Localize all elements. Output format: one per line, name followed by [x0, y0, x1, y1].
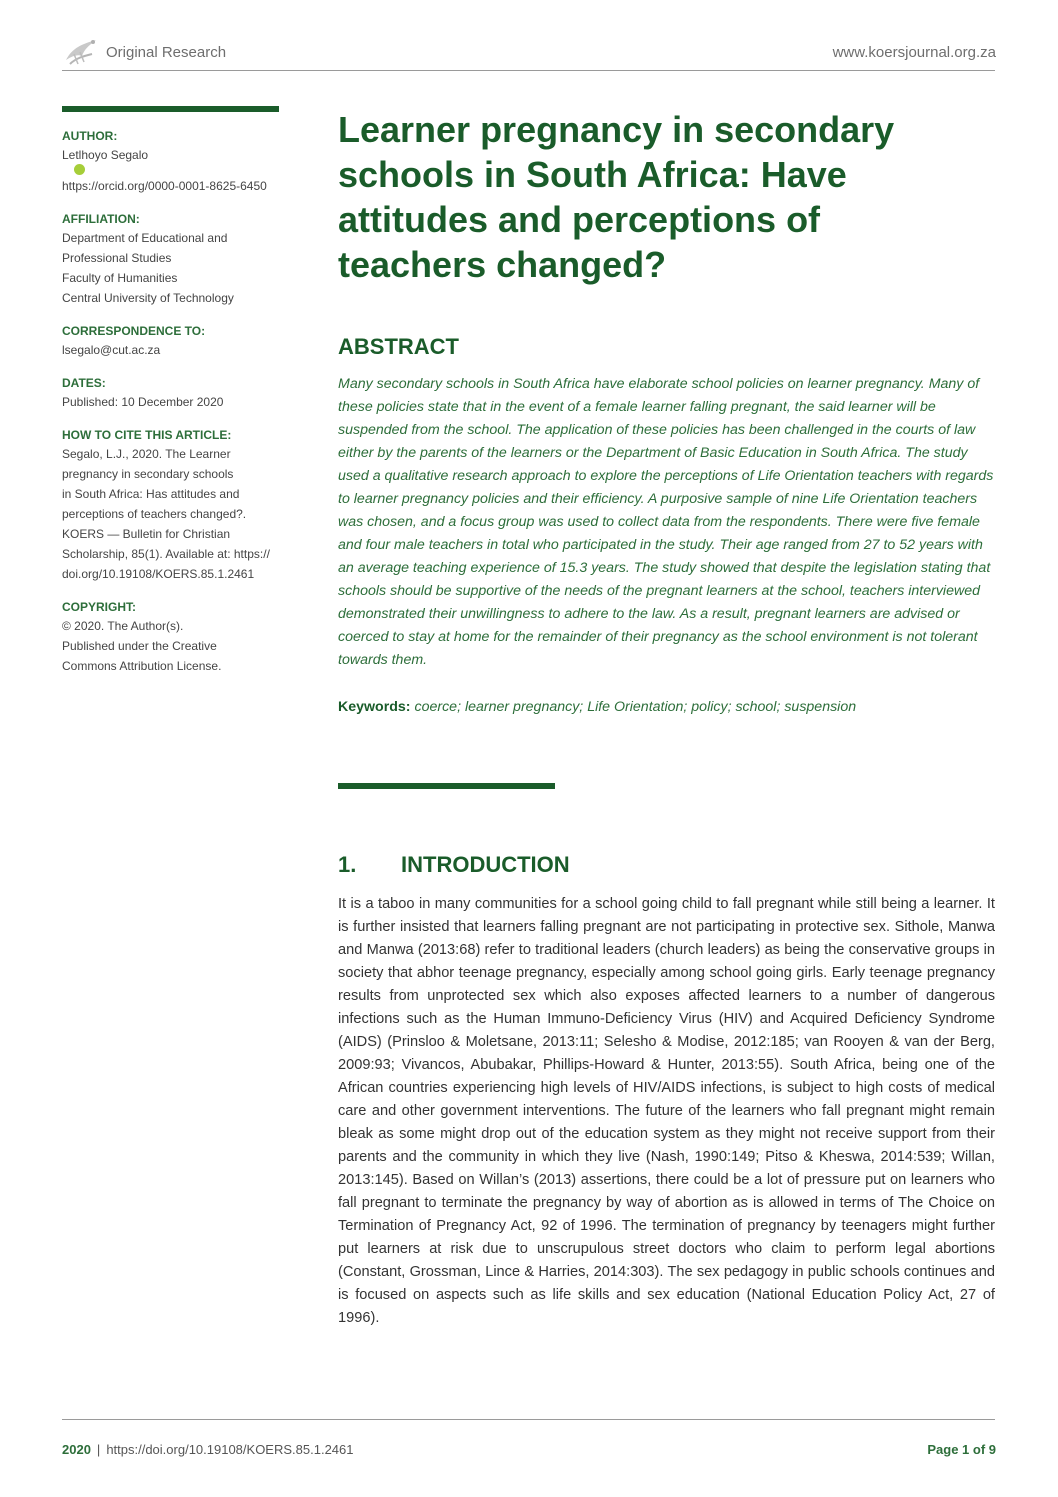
footer-doi-link[interactable]: https://doi.org/10.19108/KOERS.85.1.2461: [106, 1442, 354, 1457]
cite-line: Segalo, L.J., 2020. The Learner: [62, 447, 231, 461]
copyright-line: Commons Attribution License.: [62, 659, 222, 673]
cite-doi-link[interactable]: doi.org/10.19108/KOERS.85.1.2461: [62, 567, 255, 581]
article-title: Learner pregnancy in secondary schools in South Africa: Have attitudes and perceptions of teachers changed?: [338, 109, 895, 285]
affiliation-block: [62, 228, 284, 308]
introduction-text: It is a taboo in many communities for a school going child to fall pregnant while still being a learner. It is further insisted that learners falling pregnant are not participating in protective sex. Sithole, Manwa and Manwa (2013:68) refer to traditional leaders (church leaders) as being the conservative groups in society that abhor teenage pregnancy, especially among school going girls. Early teenage pregnancy results from unprotected sex which also exposes affected learners to a number of dangerous infections such as the Human Immuno-Deficiency Virus (HIV) and Acquired Deficiency Syndrome (AIDS) (Prinsloo & Moletsane, 2013:11; Selesho & Modise, 2012:185; van Rooyen & van der Berg, 2009:93; Vivancos, Abubakar, Phillips-Howard & Hunter, 2013:55). South Africa, being one of the African countries experiencing high levels of HIV/AIDS infections, is subject to high costs of medical care and other government interventions. The future of the learners who fall pregnant might remain bleak as some might drop out of the education system as they might not receive support from their parents and the community in which they live (Nash, 1990:149; Pitso & Kheswa, 2014:539; Willan, 2013:145). Based on Willan’s (2013) assertions, there could be a lot of pressure put on learners who fall pregnant to terminate the pregnancy by way of abortion as is allowed in terms of The Choice on Termination of Pregnancy Act, 92 of 1996. The termination of pregnancy by teenagers might further put learners at risk due to unscrupulous street doctors who claim to perform legal abortions (Constant, Grossman, Lince & Harries, 2014:303). The sex pedagogy in public schools continues and is focused on aspects such as life skills and sex education (National Education Policy Act, 27 of 1996).: [338, 896, 995, 1326]
footer-year: 2020: [62, 1442, 91, 1457]
author-name-line: [62, 145, 284, 176]
author-name: Letlhoyo Segalo: [62, 148, 149, 162]
correspondence-heading: CORRESPONDENCE TO:: [62, 324, 206, 338]
cite-line: pregnancy in secondary schools: [62, 467, 234, 481]
footer-citation: [62, 1442, 353, 1457]
cite-heading: HOW TO CITE THIS ARTICLE:: [62, 428, 232, 442]
footer-separator: |: [96, 1442, 101, 1457]
copyright-line: © 2020. The Author(s).: [62, 619, 184, 633]
author-heading: AUTHOR:: [62, 129, 118, 143]
keywords-text: coerce; learner pregnancy; Life Orientation; policy; school; suspension: [414, 699, 857, 715]
footer-divider: [62, 1419, 995, 1420]
published-date: Published: 10 December 2020: [62, 395, 224, 409]
affiliation-line: Faculty of Humanities: [62, 271, 178, 285]
section-number: 1.: [338, 852, 357, 877]
correspondence-email-link[interactable]: lsegalo@cut.ac.za: [62, 343, 161, 357]
cite-line: perceptions of teachers changed?.: [62, 507, 247, 521]
copyright-block: [62, 616, 284, 676]
author-orcid-link[interactable]: https://orcid.org/0000-0001-8625-6450: [62, 179, 267, 193]
header-divider: [62, 70, 995, 71]
introduction-heading: [338, 852, 570, 878]
author-block: [62, 145, 284, 196]
keywords-line: [338, 697, 995, 717]
copyright-line: Published under the Creative: [62, 639, 217, 653]
cite-line: KOERS — Bulletin for Christian: [62, 527, 231, 541]
sidebar-accent-bar: [62, 106, 279, 112]
koers-bird-logo-icon: [62, 34, 100, 68]
affiliation-line: Department of Educational and: [62, 231, 228, 245]
cite-block: [62, 444, 284, 584]
copyright-heading: COPYRIGHT:: [62, 600, 137, 614]
affiliation-line: Central University of Technology: [62, 291, 234, 305]
cite-line: in South Africa: Has attitudes and: [62, 487, 240, 501]
abstract-text: Many secondary schools in South Africa have elaborate school policies on learner pregnancy. Many of these policies state that in the event of a female learner falling pregnant, the said learner will be suspended from the school. The application of these policies has been challenged in the courts of law either by the parents of the learners or the Department of Basic Education in South Africa. The study used a qualitative research approach to explore the perceptions of Life Orientation teachers with regards to learner pregnancy policies and their efficiency. A purposive sample of nine Life Orientation teachers was chosen, and a focus group was used to collect data from the respondents. There were five female and four male teachers in total who participated in the study. Their age ranged from 27 to 52 years with an average teaching experience of 15.3 years. The study showed that despite the legislation stating that schools should be supportive of the needs of the pregnant learners at the school, teachers interviewed demonstrated their unwillingness to adhere to the law. As a result, pregnant learners are advised or coerced to stay at home for the remainder of their pregnancy as the school environment is not tolerant towards them.: [338, 376, 994, 668]
article-info-sidebar: [62, 127, 284, 690]
section-label: Original Research: [106, 44, 227, 61]
affiliation-heading: AFFILIATION:: [62, 212, 140, 226]
section-accent-bar: [338, 783, 555, 789]
abstract-heading: ABSTRACT: [338, 334, 459, 359]
dates-heading: DATES:: [62, 376, 106, 390]
affiliation-line: Professional Studies: [62, 251, 172, 265]
journal-url-link[interactable]: www.koersjournal.org.za: [832, 44, 996, 61]
page-number: Page 1 of 9: [927, 1442, 996, 1457]
orcid-icon[interactable]: [74, 164, 85, 175]
dates-block: [62, 392, 284, 412]
correspondence-block: [62, 340, 284, 360]
cite-line: Scholarship, 85(1). Available at: https://: [62, 547, 270, 561]
section-title: INTRODUCTION: [401, 852, 570, 877]
keywords-label: Keywords:: [338, 699, 411, 715]
